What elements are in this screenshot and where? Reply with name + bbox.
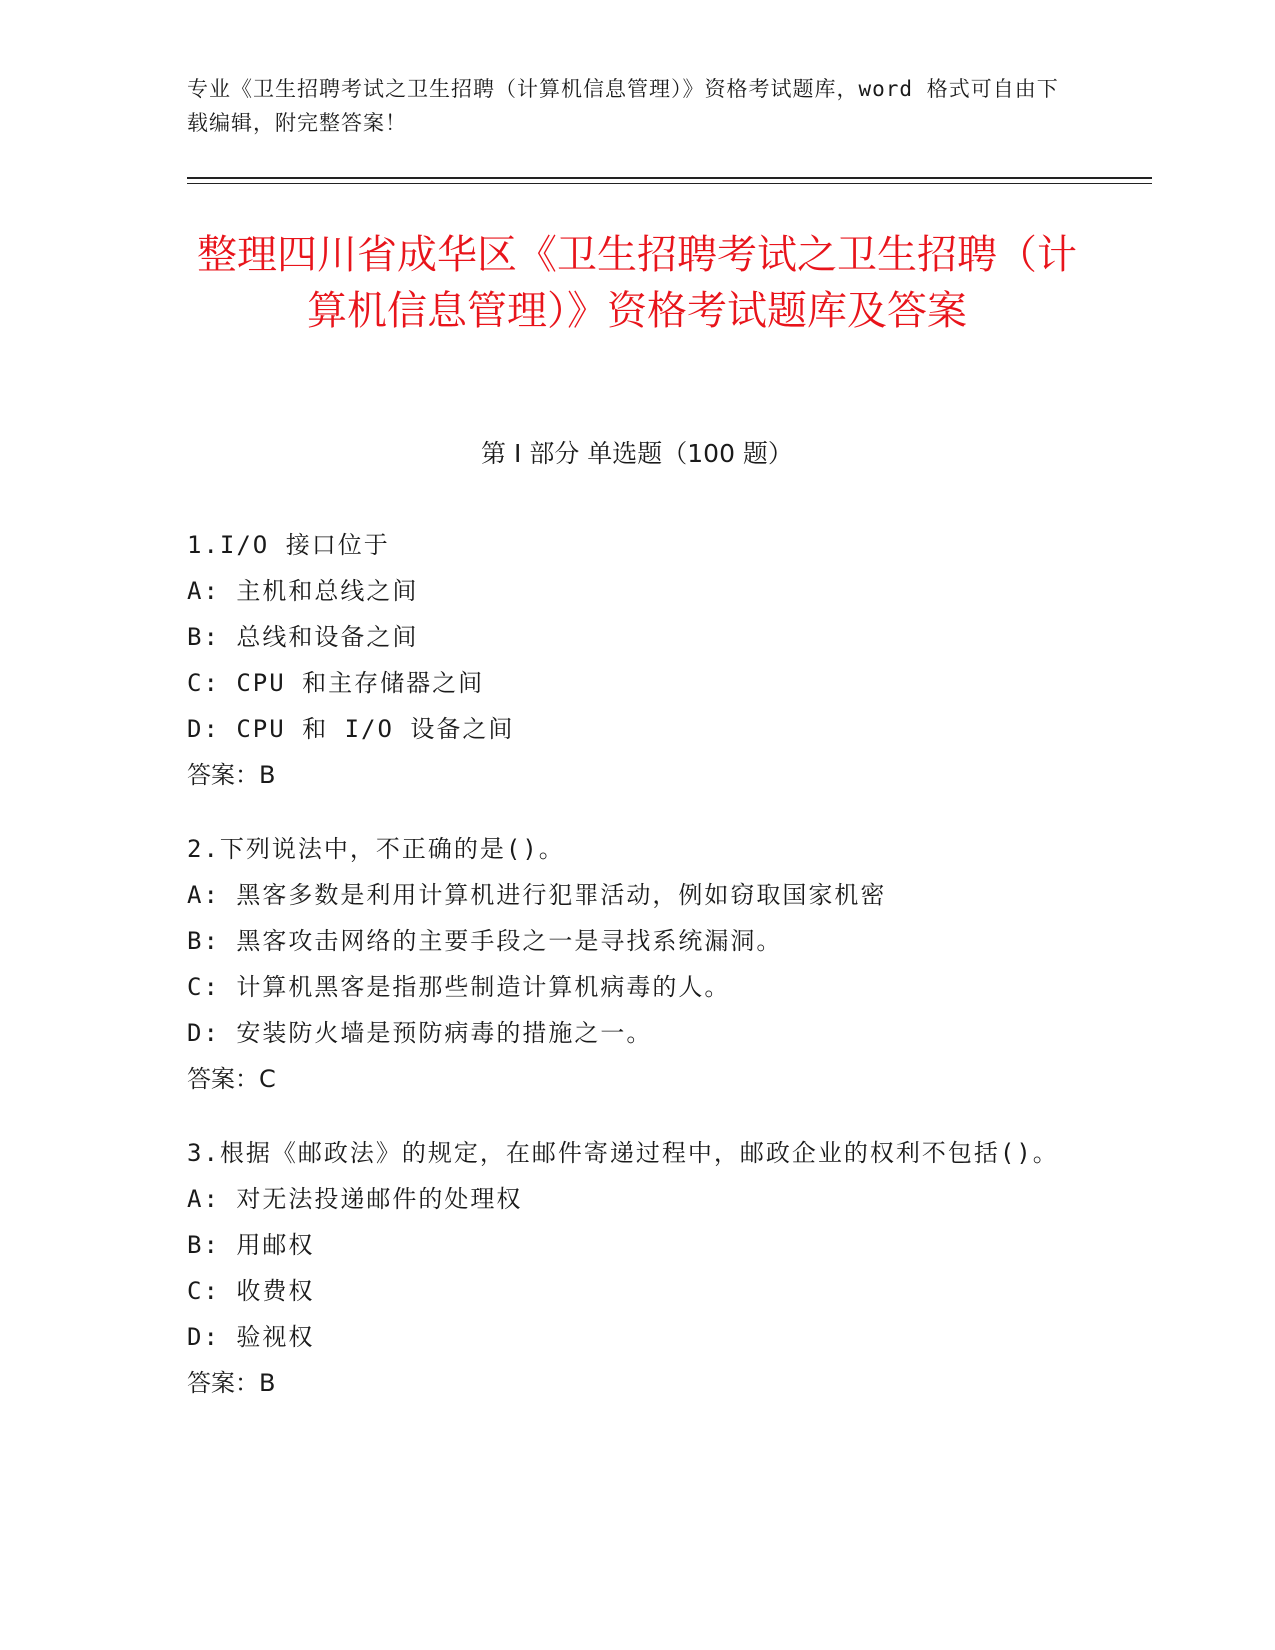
option-a: A: 主机和总线之间	[187, 577, 419, 605]
option-b: B: 黑客攻击网络的主要手段之一是寻找系统漏洞。	[187, 927, 783, 955]
option-d: D: CPU 和 I/O 设备之间	[187, 715, 515, 743]
header-rule-thick	[187, 177, 1152, 179]
question-answer: 答案：C	[187, 1065, 276, 1093]
option-d: D: 验视权	[187, 1323, 315, 1351]
header-note: 专业《卫生招聘考试之卫生招聘（计算机信息管理）》资格考试题库，word 格式可自由下载编辑，附完整答案！	[187, 77, 1059, 135]
option-b: B: 总线和设备之间	[187, 623, 419, 651]
option-d: D: 安装防火墙是预防病毒的措施之一。	[187, 1019, 653, 1047]
section-heading: 第 I 部分 单选题（100 题）	[481, 439, 793, 468]
option-c: C: 收费权	[187, 1277, 315, 1305]
option-c: C: CPU 和主存储器之间	[187, 669, 485, 697]
question-2	[187, 826, 1067, 1102]
question-3	[187, 1130, 1067, 1406]
question-stem: 2.下列说法中，不正确的是()。	[187, 835, 565, 863]
document-title: 整理四川省成华区《卫生招聘考试之卫生招聘（计算机信息管理）》资格考试题库及答案	[197, 232, 1077, 334]
question-stem: 3.根据《邮政法》的规定，在邮件寄递过程中，邮政企业的权利不包括()。	[187, 1139, 1059, 1167]
question-answer: 答案：B	[187, 761, 276, 789]
question-stem: 1.I/O 接口位于	[187, 531, 390, 559]
option-c: C: 计算机黑客是指那些制造计算机病毒的人。	[187, 973, 731, 1001]
question-answer: 答案：B	[187, 1369, 276, 1397]
option-a: A: 黑客多数是利用计算机进行犯罪活动，例如窃取国家机密	[187, 881, 887, 909]
question-1	[187, 522, 1067, 798]
option-a: A: 对无法投递邮件的处理权	[187, 1185, 523, 1213]
option-b: B: 用邮权	[187, 1231, 315, 1259]
header-rule-thin	[187, 183, 1152, 184]
question-list	[187, 522, 1067, 1434]
